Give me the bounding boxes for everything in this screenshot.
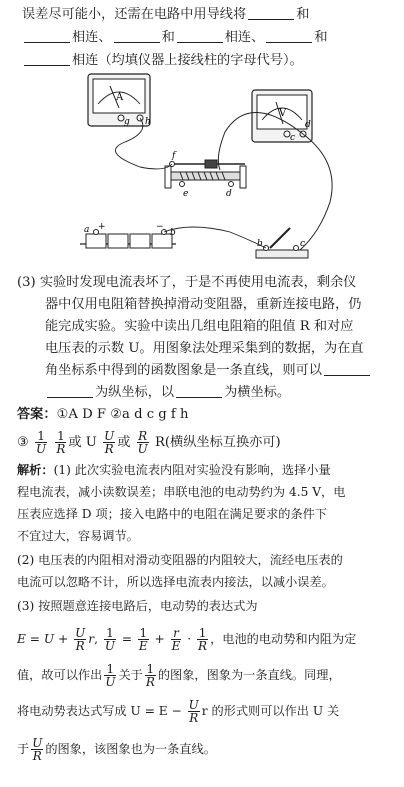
terminal-d: d [305,120,311,130]
text: 值，故可以作出 [17,668,103,682]
answer-blank [176,384,222,398]
battery-pack [80,222,176,248]
text: 为纵坐标，以 [95,385,175,400]
text: (1) 此次实验电流表内阻对实验没有影响，选择小量 [53,463,331,477]
analysis-line-3: 压表应选择 D 项；接入电路中的电阻在满足要求的条件下 [17,507,328,521]
text: 关于 [118,668,143,682]
fraction-1-over-U: $\frac{1}{U}$ [36,429,47,456]
text: 误差尽可能小，还需在电路中用导线将 [22,7,247,22]
analysis-line-9 [17,660,341,690]
analysis-line-4: 不宜过大，容易调节。 [17,529,139,543]
ammeter [88,74,151,127]
answer-line-1 [17,406,189,423]
voltmeter [252,90,312,143]
text: ①A D F ②a d c g f h [56,407,189,422]
text: 和 [161,30,175,45]
terminal-c: c [290,133,296,143]
text: ，电池的电动势和内阻为定 [210,632,357,646]
top-line-2 [22,29,328,46]
terminal-d-rheostat: d [226,189,232,199]
fraction-U-over-R: $\frac{U}{R}$ [104,429,115,456]
answer-blank [177,29,223,43]
answer-blank [266,29,312,43]
plus-sign: + [98,222,106,232]
ammeter-symbol: A [116,92,124,103]
fraction-1-over-R: $\frac{1}{R}$ [145,662,155,689]
terminal-b-battery: b [170,228,176,238]
q3-line-5 [45,362,372,379]
analysis-label: 解析： [17,463,54,477]
terminal-e: e [183,189,189,199]
answer-blank [24,52,70,66]
analysis-line-6: 电流可以忽略不计，所以选择电流表内接法，以减小误差。 [17,575,334,589]
analysis-equation-line: E = U + $\frac{U}{R}$ r, $\frac{1}{U}$ = $\frac{1}{E}$ + $\frac{r}{E}$ · $\frac{1}{R}$ ，电池的电动势和内阻为定 [17,626,357,653]
q3-line-4: 电压表的示数 U。用图象法处理采集到的数据，为在直 [45,341,364,356]
q3-line-2: 器中仅用电阻箱替换掉滑动变阻器，重新连接电路，仍 [45,297,362,312]
text: 相连（均填仪器上接线柱的字母代号）。 [72,53,303,68]
fraction-1-over-U: $\frac{1}{U}$ [104,626,115,653]
top-line-1 [22,6,309,23]
circuit-figure [0,72,404,272]
answer-line-2 [17,428,281,458]
answer-blank [24,29,70,43]
answer-blank [47,384,93,398]
fraction-1-over-E: $\frac{1}{E}$ [138,626,148,653]
answer-label: 答案： [17,407,57,422]
q3-line-6 [45,384,290,401]
answer-blank [114,29,160,43]
analysis-line-5: (2) 电压表的内阻相对滑动变阻器的内阻较大，流经电压表的 [17,553,343,567]
text: 为横坐标。 [224,385,291,400]
terminal-c-switch: c [300,239,306,249]
terminal-g: g [124,117,130,127]
text: 的图象，图象为一条直线。同理， [157,668,341,682]
text: 和 [296,7,310,22]
analysis-line-11 [17,734,216,764]
fraction-1-over-R: $\frac{1}{R}$ [56,429,66,456]
fraction-U-over-R: $\frac{U}{R}$ [75,626,86,653]
analysis-line-1 [17,462,331,479]
text: ③ [17,435,29,450]
text: 将电动势表达式写成 U = E − [17,704,186,718]
text: 相连、 [224,30,265,45]
rheostat [165,151,246,199]
answer-blank [248,6,294,20]
fraction-U-over-R: $\frac{U}{R}$ [32,736,43,763]
answer-blank [324,362,370,376]
text: 于 [17,742,30,756]
terminal-a: a [84,225,90,235]
terminal-h: h [145,117,151,127]
q3-line-3: 能完成实验。实验中读出几组电阻箱的阻值 R 和对应 [45,319,354,334]
fraction-U-over-R: $\frac{U}{R}$ [188,698,199,725]
q3-line-1: (3) 实验时发现电流表坏了，于是不再使用电流表，剩余仪 [17,275,357,290]
fraction-r-over-E: $\frac{r}{E}$ [171,626,181,653]
analysis-line-7: (3) 按照题意连接电路后，电动势的表达式为 [17,599,258,613]
analysis-line-10 [17,696,339,726]
text: r 的形式则可以作出 U 关 [201,704,340,718]
text: 角坐标系中得到的函数图象是一条直线，则可以 [45,363,322,378]
top-line-3 [22,52,303,69]
terminal-f: f [172,151,176,161]
minus-sign: − [156,222,164,232]
fraction-1-over-R: $\frac{1}{R}$ [198,626,208,653]
fraction-1-over-U: $\frac{1}{U}$ [105,662,116,689]
text: 的图象，该图象也为一条直线。 [45,742,216,756]
analysis-line-2: 程电流表，减小读数误差；串联电池的电动势约为 4.5 V，电 [17,485,346,499]
text: 和 [314,30,328,45]
switch [256,228,308,258]
text: 相连、 [72,30,112,45]
text: 或 U [68,435,97,450]
fraction-R-over-U: $\frac{R}{U}$ [137,429,148,456]
voltmeter-symbol: V [279,108,287,119]
text: R(横纵坐标互换亦可) [154,435,281,450]
terminal-b-switch: b [257,239,263,249]
text: 或 [117,435,131,450]
